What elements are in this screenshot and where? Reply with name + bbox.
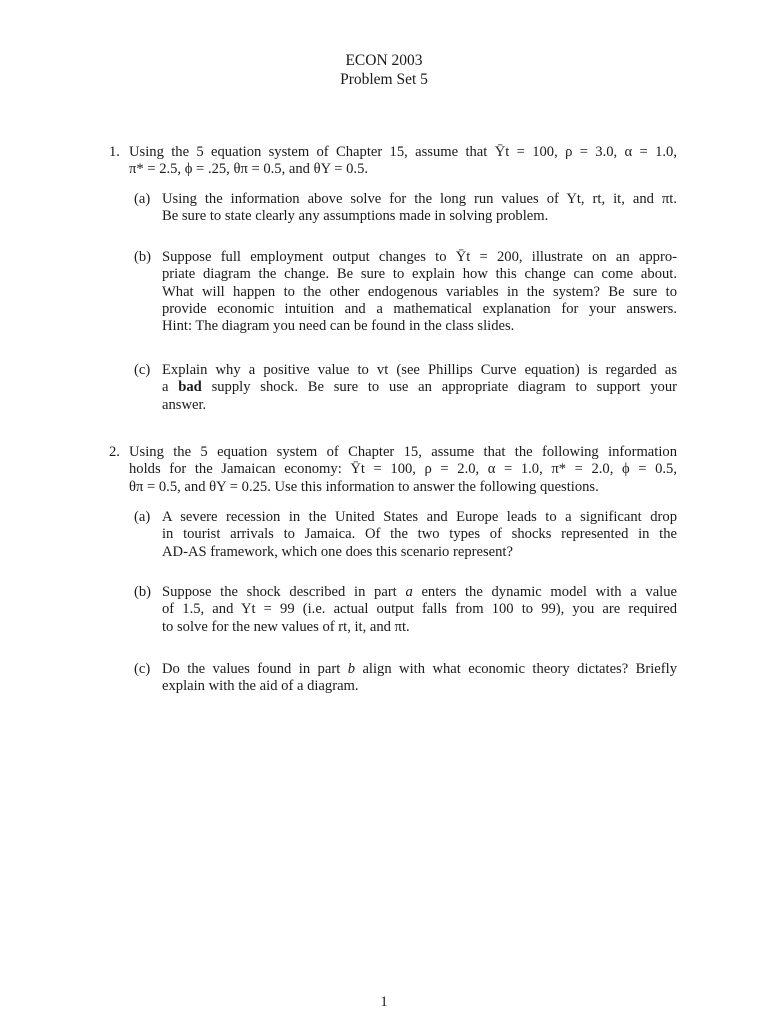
part-label: (c) [134,362,151,378]
document-title: Problem Set 5 [340,71,428,88]
part-label: (a) [134,509,151,525]
question-1c [134,362,677,414]
part-text-line: AD-AS framework, which one does this scenario represent? [162,543,513,560]
part-text-line: answer. [162,396,207,413]
part-text-line: Explain why a positive value to vt (see Phillips Curve equation) is regarded as [162,362,677,378]
question-1b [134,249,677,335]
page-number: 1 [380,994,388,1010]
question-text-line: Using the 5 equation system of Chapter 15, assume that the following information [129,444,677,460]
question-2a [134,509,677,561]
part-label: (b) [134,249,152,265]
part-text-line: Using the information above solve for the long run values of Yt, rt, it, and πt. [162,191,677,207]
part-text-line: Be sure to state clearly any assumptions made in solving problem. [162,208,549,225]
question-text-line: Using the 5 equation system of Chapter 15, assume that Ȳt = 100, ρ = 3.0, α = 1.0, [129,144,677,160]
part-label: (a) [134,191,151,207]
part-text-line: A severe recession in the United States and Europe leads to a significant drop [162,509,677,525]
question-2c [134,661,677,696]
question-2 [109,444,677,496]
part-text-line: Hint: The diagram you need can be found in the class slides. [162,318,515,335]
part-text-line: to solve for the new values of rt, it, and πt. [162,618,410,635]
part-label: (c) [134,661,151,677]
part-text-line: of 1.5, and Yt = 99 (i.e. actual output falls from 100 to 99), you are required [162,601,677,618]
part-text-line: Do the values found in part b align with what economic theory dictates? Briefly [162,661,677,677]
part-label: (b) [134,584,152,600]
question-text-line: holds for the Jamaican economy: Ȳt = 100, ρ = 2.0, α = 1.0, π* = 2.0, ϕ = 0.5, [129,461,677,478]
part-text-line: Suppose the shock described in part a enters the dynamic model with a value [162,584,678,600]
part-text-line: What will happen to the other endogenous variables in the system? Be sure to [162,283,677,300]
question-text-line: θπ = 0.5, and θY = 0.25. Use this information to answer the following questions. [129,478,599,495]
part-text-line: provide economic intuition and a mathematical explanation for your answers. [162,300,677,317]
question-1a [134,191,677,226]
part-text-line: priate diagram the change. Be sure to explain how this change can come about. [162,266,677,283]
question-1 [109,144,677,179]
question-2b [134,584,677,636]
question-number: 1. [109,144,120,160]
document-header [0,51,768,89]
part-text-line: Suppose full employment output changes to Ȳt = 200, illustrate on an appro- [162,249,677,265]
part-text-line: explain with the aid of a diagram. [162,678,359,695]
question-text-line: π* = 2.5, ϕ = .25, θπ = 0.5, and θY = 0.5. [129,161,369,178]
course-code: ECON 2003 [345,52,423,69]
part-text-line: a bad supply shock. Be sure to use an appropriate diagram to support your [162,379,677,396]
part-text-line: in tourist arrivals to Jamaica. Of the two types of shocks represented in the [162,526,677,543]
question-number: 2. [109,444,120,460]
